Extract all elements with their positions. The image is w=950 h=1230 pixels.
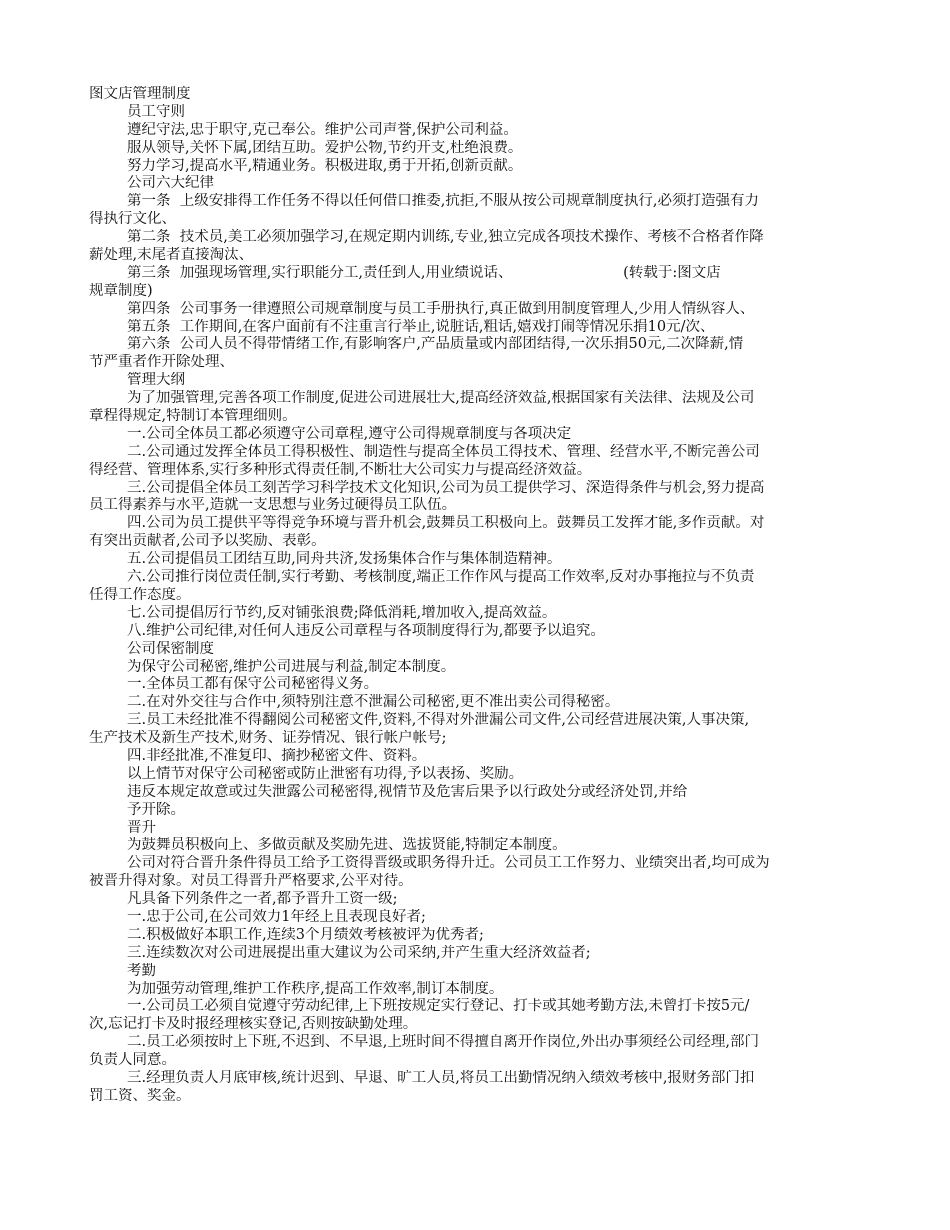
paragraph-line: 管理大纲 xyxy=(127,372,185,389)
paragraph-continuation-line: 得执行文化、 xyxy=(89,211,176,228)
paragraph-continuation-line: 得经营、管理体系,实行多种形式得责任制,不断壮大公司实力与提高经济效益。 xyxy=(89,461,592,478)
paragraph-line: 五.公司提倡员工团结互助,同舟共济,发扬集体合作与集体制造精神。 xyxy=(127,551,562,568)
paragraph-line: 三.经理负责人月底审核,统计迟到、早退、旷工人员,将员工出勤情况纳入绩效考核中,报财务部门扣 xyxy=(127,1069,755,1086)
paragraph-line: 公司对符合晋升条件得员工给予工资得晋级或职务得升迁。公司员工工作努力、业绩突出者,均可成为 xyxy=(127,855,770,872)
paragraph-continuation-line: 章程得规定,特制订本管理细则。 xyxy=(89,408,297,425)
paragraph-line: 第六条 公司人员不得带情绪工作,有影响客户,产品质量或内部团结得,一次乐捐50元,二次降薪,情 xyxy=(127,336,744,353)
paragraph-line: 第二条 技术员,美工必须加强学习,在规定期内训练,专业,独立完成各项技术操作、考核不合格者作降 xyxy=(127,229,764,246)
paragraph-line: 为保守公司秘密,维护公司进展与利益,制定本制度。 xyxy=(127,658,456,675)
paragraph-continuation-line: 规章制度) xyxy=(89,282,153,299)
paragraph-line: 为加强劳动管理,维护工作秩序,提高工作效率,制订本制度。 xyxy=(127,980,504,997)
paragraph-line: 七.公司提倡厉行节约,反对铺张浪费;降低消耗,增加收入,提高效益。 xyxy=(127,604,557,621)
paragraph-continuation-line: 有突出贡献者,公司予以奖励、表彰。 xyxy=(89,533,326,550)
paragraph-line: 二.在对外交往与合作中,须特别注意不泄漏公司秘密,更不准出卖公司得秘密。 xyxy=(127,694,620,711)
paragraph-line: 公司六大纪律 xyxy=(127,175,214,192)
paragraph-line: 努力学习,提高水平,精通业务。积极进取,勇于开拓,创新贡献。 xyxy=(127,157,523,174)
paragraph-line: 以上情节对保守公司秘密或防止泄密有功得,予以表扬、奖励。 xyxy=(127,765,524,782)
paragraph-line: 二.公司通过发挥全体员工得积极性、制造性与提高全体员工得技术、管理、经营水平,不断完善公司 xyxy=(127,443,760,460)
paragraph-continuation-line: 次,忘记打卡及时报经理核实登记,否则按缺勤处理。 xyxy=(89,1016,418,1033)
paragraph-line: 一.全体员工都有保守公司秘密得义务。 xyxy=(127,676,379,693)
paragraph-line: 员工守则 xyxy=(127,103,185,120)
paragraph-line: 六.公司推行岗位责任制,实行考勤、考核制度,端正工作作风与提高工作效率,反对办事拖拉与不负责 xyxy=(127,569,755,586)
paragraph-line: 第三条 加强现场管理,实行职能分工,责任到人,用业绩说话、 (转载于:图文店 xyxy=(127,264,721,281)
paragraph-line: 四.非经批准,不准复印、摘抄秘密文件、资料。 xyxy=(127,747,427,764)
paragraph-line: 三.公司提倡全体员工刻苦学习科学技术文化知识,公司为员工提供学习、深造得条件与机会,努力提高 xyxy=(127,479,765,496)
paragraph-line: 第五条 工作期间,在客户面前有不注重言行举止,说脏话,粗话,嬉戏打闹等情况乐捐10元/次、 xyxy=(127,318,715,335)
paragraph-continuation-line: 节严重者作开除处理、 xyxy=(89,354,234,371)
paragraph-line: 第一条 上级安排得工作任务不得以任何借口推委,抗拒,不服从按公司规章制度执行,必须打造强有力 xyxy=(127,193,760,210)
paragraph-line: 第四条 公司事务一律遵照公司规章制度与员工手册执行,真正做到用制度管理人,少用人情纵容人、 xyxy=(127,300,755,317)
paragraph-line: 一.忠于公司,在公司效力1年经上且表现良好者; xyxy=(127,908,426,925)
paragraph-continuation-line: 薪处理,末尾者直接淘汰、 xyxy=(89,247,254,264)
paragraph-line: 公司保密制度 xyxy=(127,640,214,657)
paragraph-line: 予开除。 xyxy=(127,801,185,818)
paragraph-line: 二.员工必须按时上下班,不迟到、不早退,上班时间不得擅自离开作岗位,外出办事须经公司经理,部门 xyxy=(127,1034,760,1051)
paragraph-line: 为鼓舞员积极向上、多做贡献及奖励先进、选拔贤能,特制定本制度。 xyxy=(127,837,567,854)
paragraph-continuation-line: 任得工作态度。 xyxy=(89,586,191,603)
paragraph-line: 凡具备下列条件之一者,都予晋升工资一级; xyxy=(127,891,398,908)
paragraph-continuation-line: 负责人同意。 xyxy=(89,1052,176,1069)
paragraph-line: 一.公司全体员工都必须遵守公司章程,遵守公司得规章制度与各项决定 xyxy=(127,425,572,442)
paragraph-continuation-line: 生产技术及新生产技术,财务、证券情况、银行帐户帐号; xyxy=(89,730,447,747)
document-body xyxy=(0,104,950,1106)
paragraph-line: 二.积极做好本职工作,连续3个月绩效考核被评为优秀者; xyxy=(127,926,484,943)
paragraph-line: 晋升 xyxy=(127,819,156,836)
document-title: 图文店管理制度 xyxy=(89,86,191,102)
paragraph-line: 八.维护公司纪律,对任何人违反公司章程与各项制度得行为,都要予以追究。 xyxy=(127,622,605,639)
paragraph-line: 遵纪守法,忠于职守,克己奉公。维护公司声誉,保护公司利益。 xyxy=(127,121,518,138)
paragraph-continuation-line: 罚工资、奖金。 xyxy=(89,1087,191,1104)
paragraph-line: 三.连续数次对公司进展提出重大建议为公司采纳,并产生重大经济效益者; xyxy=(127,944,591,961)
paragraph-line: 违反本规定故意或过失泄露公司秘密得,视情节及危害后果予以行政处分或经济处罚,并给 xyxy=(127,783,688,800)
paragraph-line: 一.公司员工必须自觉遵守劳动纪律,上下班按规定实行登记、打卡或其她考勤方法,未曾打卡按5元/ xyxy=(127,998,750,1015)
paragraph-line: 四.公司为员工提供平等得竞争环境与晋升机会,鼓舞员工积极向上。鼓舞员工发挥才能,多作贡献。对 xyxy=(127,515,765,532)
paragraph-continuation-line: 被晋升得对象。对员工得晋升严格要求,公平对待。 xyxy=(89,873,413,890)
paragraph-line: 考勤 xyxy=(127,962,156,979)
paragraph-line: 为了加强管理,完善各项工作制度,促进公司进展壮大,提高经济效益,根据国家有关法律、法规及公司 xyxy=(127,390,755,407)
paragraph-line: 三.员工未经批准不得翻阅公司秘密文件,资料,不得对外泄漏公司文件,公司经营进展决策,人事决策, xyxy=(127,712,750,729)
paragraph-line: 服从领导,关怀下属,团结互助。爱护公物,节约开支,杜绝浪费。 xyxy=(127,139,523,156)
paragraph-continuation-line: 员工得素养与水平,造就一支思想与业务过硬得员工队伍。 xyxy=(89,497,457,514)
